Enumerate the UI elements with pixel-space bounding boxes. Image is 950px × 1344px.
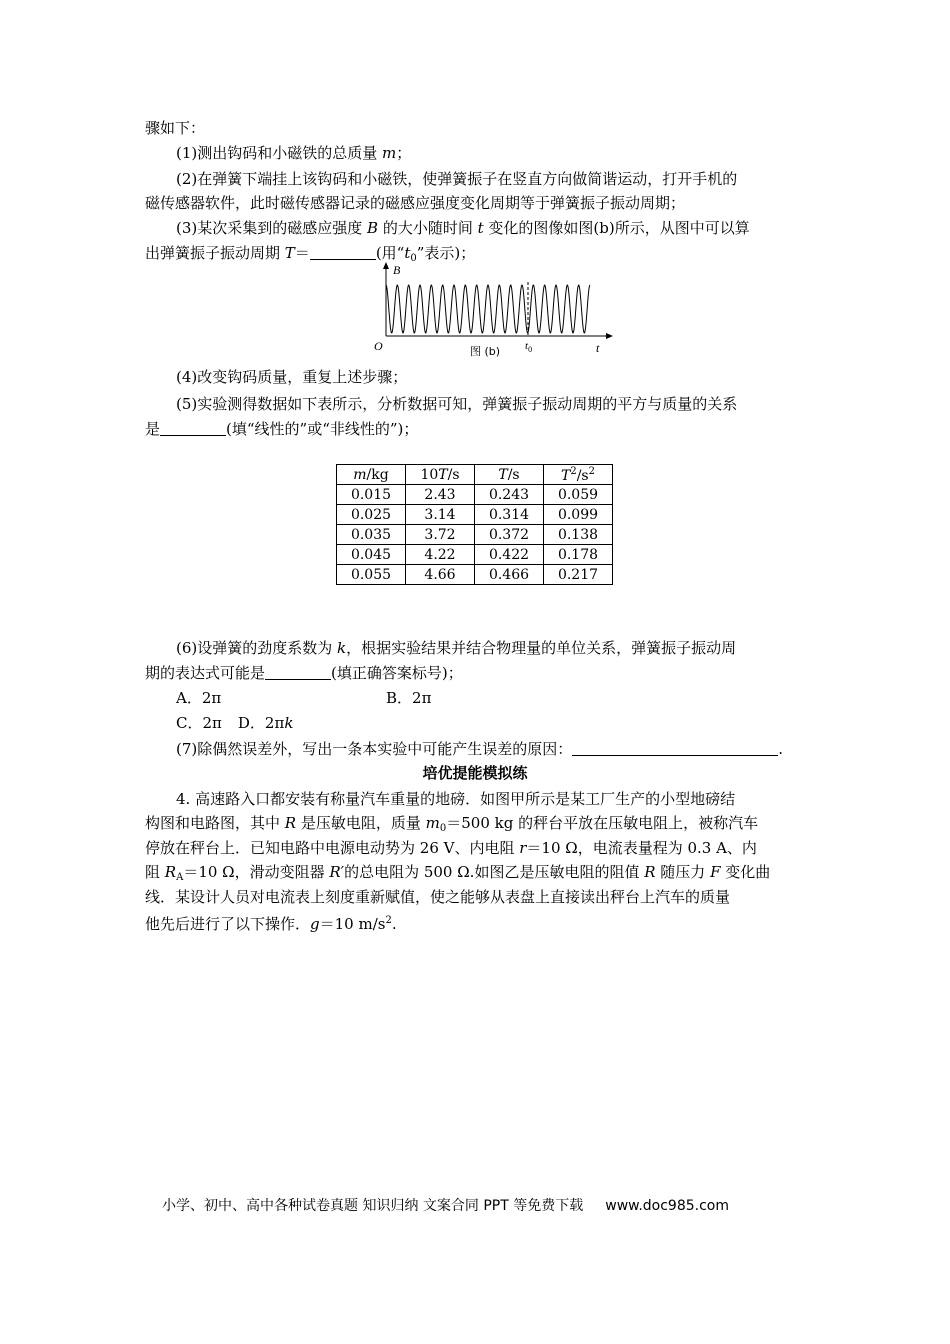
h-T2-unit-sup: 2 (588, 465, 595, 477)
q4-l3b: ＝10 Ω，电流表量程为 0.3 A、内 (526, 839, 757, 857)
step-5-l2a: 是 (145, 420, 161, 438)
figure-caption: 图 (b) (470, 345, 501, 358)
y-axis-label: B (393, 263, 401, 277)
cell: 3.72 (406, 525, 475, 545)
cell: 0.045 (337, 545, 406, 565)
header-T2 (544, 465, 613, 485)
q4-line-5: 线．某设计人员对电流表上刻度重新赋值，使之能够从表盘上直接读出秤台上汽车的质量 (145, 888, 731, 906)
step-6-l2b: (填正确答案标号)； (331, 664, 463, 682)
h-T-var: T (498, 466, 508, 483)
footer-site-link[interactable]: www.doc985.com (605, 1198, 729, 1214)
step-2-line-2: 磁传感器软件，此时磁传感器记录的磁感应强度变化周期等于弹簧振子振动周期； (145, 194, 686, 212)
t0-subscript: 0 (528, 345, 533, 354)
var-g: g (310, 915, 320, 933)
figure-b (370, 262, 620, 360)
var-RA: R (164, 863, 177, 881)
h-10T-unit: /s (447, 466, 460, 483)
option-D: D．2π (237, 714, 285, 732)
h-m-unit: /kg (366, 466, 389, 483)
q4-l2c: ＝500 kg 的秤台平放在压敏电阻上，被称汽车 (446, 814, 759, 832)
q4-line-6 (145, 911, 397, 934)
step-7-text: (7)除偶然误差外，写出一条本实验中可能产生误差的原因： (176, 740, 573, 758)
step-3-l2d: ”表示)； (416, 244, 476, 262)
cell: 3.14 (406, 505, 475, 525)
step-5-line-2 (145, 419, 418, 439)
step-2-line-1: (2)在弹簧下端挂上该钩码和小磁铁，使弹簧振子在竖直方向做简谐运动，打开手机的 (176, 170, 738, 188)
q4-line-2 (145, 813, 758, 839)
x-axis-label: t (596, 341, 600, 355)
step-3-b: 的大小随时间 (378, 219, 478, 237)
table-row (337, 565, 613, 585)
q4-l4a: 阻 (145, 863, 165, 881)
step-6-b: ，根据实验结果并结合物理量的单位关系，弹簧振子振动周 (346, 639, 737, 657)
h-T2-unit: /s (576, 467, 589, 484)
continued-text: 骤如下： (145, 119, 206, 137)
cell: 0.059 (544, 485, 613, 505)
cell: 0.138 (544, 525, 613, 545)
cell: 0.025 (337, 505, 406, 525)
cell: 2.43 (406, 485, 475, 505)
var-t0: t (404, 244, 411, 262)
table-header-row (337, 465, 613, 485)
var-R-prime: R′ (329, 863, 345, 881)
table-row (337, 525, 613, 545)
h-10: 10 (420, 466, 439, 483)
x-axis-arrow (606, 333, 613, 339)
var-m0: m (425, 814, 440, 832)
t0-letter: t (525, 340, 529, 352)
var-m: m (382, 144, 397, 162)
q4-l4b: ＝10 Ω，滑动变阻器 (183, 863, 330, 881)
q4-l2a: 构图和电路图，其中 (145, 814, 285, 832)
q4-l4c: 的总电阻为 500 Ω.如图乙是压敏电阻的阻值 (344, 863, 645, 881)
cell: 0.466 (475, 565, 544, 585)
q4-l4d: 随压力 (655, 863, 711, 881)
table-row (337, 545, 613, 565)
var-t0-sub: 0 (410, 253, 417, 264)
step-5-l2b: (填“线性的”或“非线性的”)； (226, 420, 419, 438)
origin-label: O (374, 339, 383, 353)
option-D-k: k (284, 714, 294, 732)
var-R: R (284, 814, 297, 832)
q4-l4e: 变化曲 (720, 863, 771, 881)
cell: 4.66 (406, 565, 475, 585)
q4-l6a: 他先后进行了以下操作． (145, 915, 311, 933)
step-3-a: (3)某次采集到的磁感应强度 (176, 219, 368, 237)
step-6-line-1 (176, 638, 736, 658)
cell: 0.015 (337, 485, 406, 505)
step-6-a: (6)设弹簧的劲度系数为 (176, 639, 338, 657)
var-m0-sub: 0 (439, 823, 447, 834)
q4-l2b: 是压敏电阻，质量 (296, 814, 426, 832)
var-F: F (710, 863, 721, 881)
step-3-c: 变化的图像如图(b)所示，从图中可以算 (483, 219, 750, 237)
cell: 0.372 (475, 525, 544, 545)
step-1 (176, 143, 411, 163)
step-3-l2a: 出弹簧振子振动周期 (145, 244, 285, 262)
step-5-line-1: (5)实验测得数据如下表所示，分析数据可知，弹簧振子振动周期的平方与质量的关系 (176, 395, 738, 413)
h-T-unit: /s (507, 466, 520, 483)
step-1-end: ； (396, 144, 412, 162)
answer-blank-3[interactable] (310, 245, 376, 260)
cell: 0.055 (337, 565, 406, 585)
header-T (475, 465, 544, 485)
step-1-text: (1)测出钩码和小磁铁的总质量 (176, 144, 383, 162)
answer-blank-5[interactable] (160, 421, 226, 436)
step-6-l2a: 期的表达式可能是 (145, 664, 266, 682)
cell: 0.243 (475, 485, 544, 505)
cell: 0.422 (475, 545, 544, 565)
var-k: k (337, 639, 347, 657)
answer-blank-6[interactable] (265, 665, 331, 680)
h-T2-var: T (561, 467, 571, 484)
step-3-l2c: (用“ (375, 244, 405, 262)
var-T: T (284, 244, 295, 262)
answer-blank-7[interactable] (572, 741, 778, 756)
q4-l6c: . (391, 915, 397, 933)
option-A: A．2π (176, 689, 222, 707)
q4-line-3 (145, 838, 757, 858)
h-10T-var: T (438, 466, 448, 483)
table-row (337, 485, 613, 505)
var-t: t (477, 219, 484, 237)
q4-line-4 (145, 862, 770, 888)
options-CD (176, 713, 293, 733)
step-7-end: . (778, 740, 784, 758)
t0-label (525, 340, 532, 354)
h-T2-sup: 2 (570, 465, 577, 477)
option-B: B．2π (386, 689, 432, 707)
h-m-var: m (353, 466, 367, 483)
q4-l3a: 停放在秤台上．已知电路中电源电动势为 26 V、内电阻 (145, 839, 520, 857)
header-m (337, 465, 406, 485)
cell: 0.217 (544, 565, 613, 585)
table-row (337, 505, 613, 525)
var-r: r (519, 839, 527, 857)
option-C: C．2π (176, 714, 222, 732)
section-heading: 培优提能模拟练 (422, 764, 528, 782)
var-R-2: R (644, 863, 656, 881)
header-10T (406, 465, 475, 485)
q4-l6-sup: 2 (385, 915, 392, 926)
cell: 0.035 (337, 525, 406, 545)
step-3-line-1 (176, 218, 750, 238)
cell: 0.099 (544, 505, 613, 525)
footer-text: 小学、初中、高中各种试卷真题 知识归纳 文案合同 PPT 等免费下载 (162, 1198, 584, 1214)
step-6-line-2 (145, 663, 463, 683)
step-3-eq: ＝ (294, 244, 310, 262)
page-footer (162, 1195, 729, 1215)
step-7 (176, 739, 783, 759)
cell: 0.314 (475, 505, 544, 525)
oscillation-curve (386, 285, 590, 333)
var-RA-sub: A (176, 872, 184, 883)
q4-l6b: ＝10 m/s (319, 915, 386, 933)
y-axis-arrow (383, 262, 389, 269)
step-4: (4)改变钩码质量，重复上述步骤； (176, 368, 408, 386)
cell: 0.178 (544, 545, 613, 565)
q4-line-1: 4. 高速路入口都安装有称量汽车重量的地磅．如图甲所示是某工厂生产的小型地磅结 (176, 790, 736, 808)
cell: 4.22 (406, 545, 475, 565)
data-table (336, 464, 613, 585)
var-B: B (367, 219, 379, 237)
